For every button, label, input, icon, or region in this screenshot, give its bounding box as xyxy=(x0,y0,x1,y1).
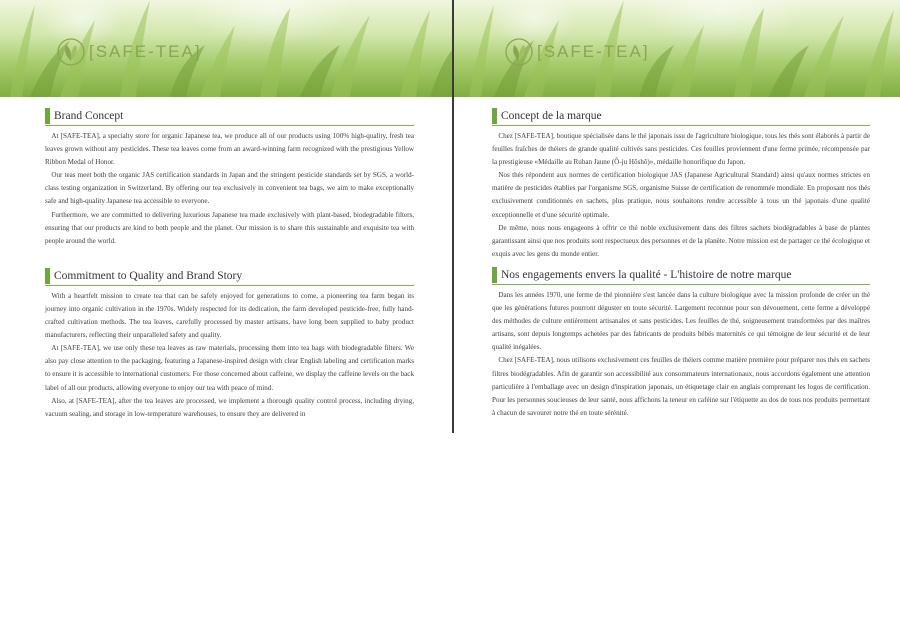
paragraph: Furthermore, we are committed to delivering luxurious Japanese tea made exclusively with plant-based, biodegradable filters, ensuring that our products are kind to both people and the planet. Our mission is to share this sustainable and exquisite tea with people around the world. xyxy=(45,210,414,245)
paragraph: De même, nous nous engageons à offrir ce thé noble exclusivement dans des filtres sachets biodégradables à base de plantes garantissant ainsi que nos produits sont respectueux des personnes et de la planète. Notre mission est de partager ce thé écologique et exquis avec les gens du monde entier. xyxy=(492,223,870,258)
logo-text: [SAFE-TEA] xyxy=(537,42,650,61)
section-heading xyxy=(492,267,870,285)
tea-leaf-logo-icon xyxy=(56,37,86,67)
section-engagements-qualite xyxy=(492,267,870,420)
heading-accent-bar xyxy=(492,267,497,283)
paragraph: With a heartfelt mission to create tea that can be safely enjoyed for generations to come, a pioneering tea farm began its journey into organic cultivation in the 1970s. Widely respected for its dedication, the farm developed pesticide-free, fully hand-crafted cultivation methods. The tea leaves, carefully processed by master artisans, have long been supplied to baby product manufacturers, reflecting their unparalleled safety and quality. xyxy=(45,291,414,340)
tea-leaf-logo-icon xyxy=(504,37,534,67)
section-heading xyxy=(45,268,414,286)
heading-accent-bar xyxy=(45,268,50,284)
french-content xyxy=(492,108,870,420)
section-heading xyxy=(45,108,414,126)
logo xyxy=(56,37,202,67)
section-heading xyxy=(492,108,870,126)
paragraph: Chez [SAFE-TEA], boutique spécialisée dans le thé japonais issu de l'agriculture biologique, tous les thés sont élaborés à partir de feuilles fraîches de théiers de grande qualité cultivés sans pesticides. Ces feuilles proviennent d'une ferme primée, récompensée par la prestigieuse «Médaille au Ruban Jaune (Ô-ju Hôshô)», médaille honorifique du Japon. xyxy=(492,132,870,167)
section-title: Commitment to Quality and Brand Story xyxy=(54,269,243,282)
paragraph: Our teas meet both the organic JAS certification standards in Japan and the stringent pesticide standards set by SGS, a world-class testing organization in Switzerland. By offering our tea exclusively in convenient tea bags, we aim to make exceptionally safe and high-quality Japanese tea accessible to everyone. xyxy=(45,171,414,206)
heading-accent-bar xyxy=(45,108,50,124)
paragraph: At [SAFE-TEA], we use only these tea leaves as raw materials, processing them into tea bags with biodegradable filters. We also pay close attention to the packaging, featuring a Japanese-inspired design with clear English labeling and certification marks to ensure it is accessible to international customers. For those concerned about caffeine, we display the caffeine levels on the back label of all our products, allowing everyone to enjoy our tea with peace of mind. xyxy=(45,344,414,392)
section-commitment-quality xyxy=(45,268,414,421)
tea-field-banner xyxy=(454,0,900,97)
logo-text: [SAFE-TEA] xyxy=(89,42,202,61)
page-french xyxy=(454,0,900,433)
section-title: Brand Concept xyxy=(54,110,124,122)
section-brand-concept xyxy=(45,108,414,248)
paragraph: Nos thés répondent aux normes de certification biologique JAS (Japanese Agricultural Standard) ainsi qu'aux normes strictes en matière de pesticides établies par l'organisme SGS, organisme Suisse de certification de renommée mondiale. En proposant nos thés exclusivement conditionnés en sachets, plus pratique, nous souhaitons rendre accessible à tous un thé japonais d'une qualité exceptionnelle et d'une sécurité optimale. xyxy=(492,171,870,219)
paragraph: Also, at [SAFE-TEA], after the tea leaves are processed, we implement a thorough quality control process, including drying, vacuum sealing, and storage in low-temperature warehouses, to ensure they are delivered in xyxy=(45,396,414,418)
paragraph: Dans les années 1970, une ferme de thé pionnière s'est lancée dans la culture biologique avec la mission profonde de créer un thé que les générations futures pourront déguster en toute sécurité. Largement reconnue pour son dévouement, cette ferme a développé des méthodes de culture entièrement artisanales et sans pesticides. Les feuilles de thé, soigneusement transformées par des maîtres artisans, sont depuis longtemps achetées par des fabricants de produits bébés maternités ce qui témoigne de leur sécurité et de leur qualité inégalées. xyxy=(492,290,870,352)
paragraph: At [SAFE-TEA], a specialty store for organic Japanese tea, we produce all of our products using 100% high-quality, fresh tea leaves grown without any pesticides. These tea leaves come from an award-winning farm recognized with the prestigious Yellow Ribbon Medal of Honor. xyxy=(45,132,414,167)
english-content xyxy=(45,108,414,421)
section-title: Concept de la marque xyxy=(501,110,602,122)
section-title: Nos engagements envers la qualité - L'histoire de notre marque xyxy=(501,268,792,281)
page-english xyxy=(0,0,452,433)
section-concept-marque xyxy=(492,108,870,261)
tea-field-banner xyxy=(0,0,452,97)
logo xyxy=(504,37,650,67)
paragraph: Chez [SAFE-TEA], nous utilisons exclusivement ces feuilles de théiers comme matière première pour préparer nos thés en sachets filtres biodégradables. Afin de garantir son accessibilité aux consommateurs internationaux, nous accordons également une attention particulière à l'emballage avec un design d'inspiration japonais, un étiquetage clair en anglais comprenant les logos de certification. Pour les personnes soucieuses de leur santé, nous affichons la teneur en caféine sur l'étiquette au dos de tous nos produits permettant à chacun de savourer notre thé en toute sérénité. xyxy=(492,356,870,417)
heading-accent-bar xyxy=(492,108,497,124)
